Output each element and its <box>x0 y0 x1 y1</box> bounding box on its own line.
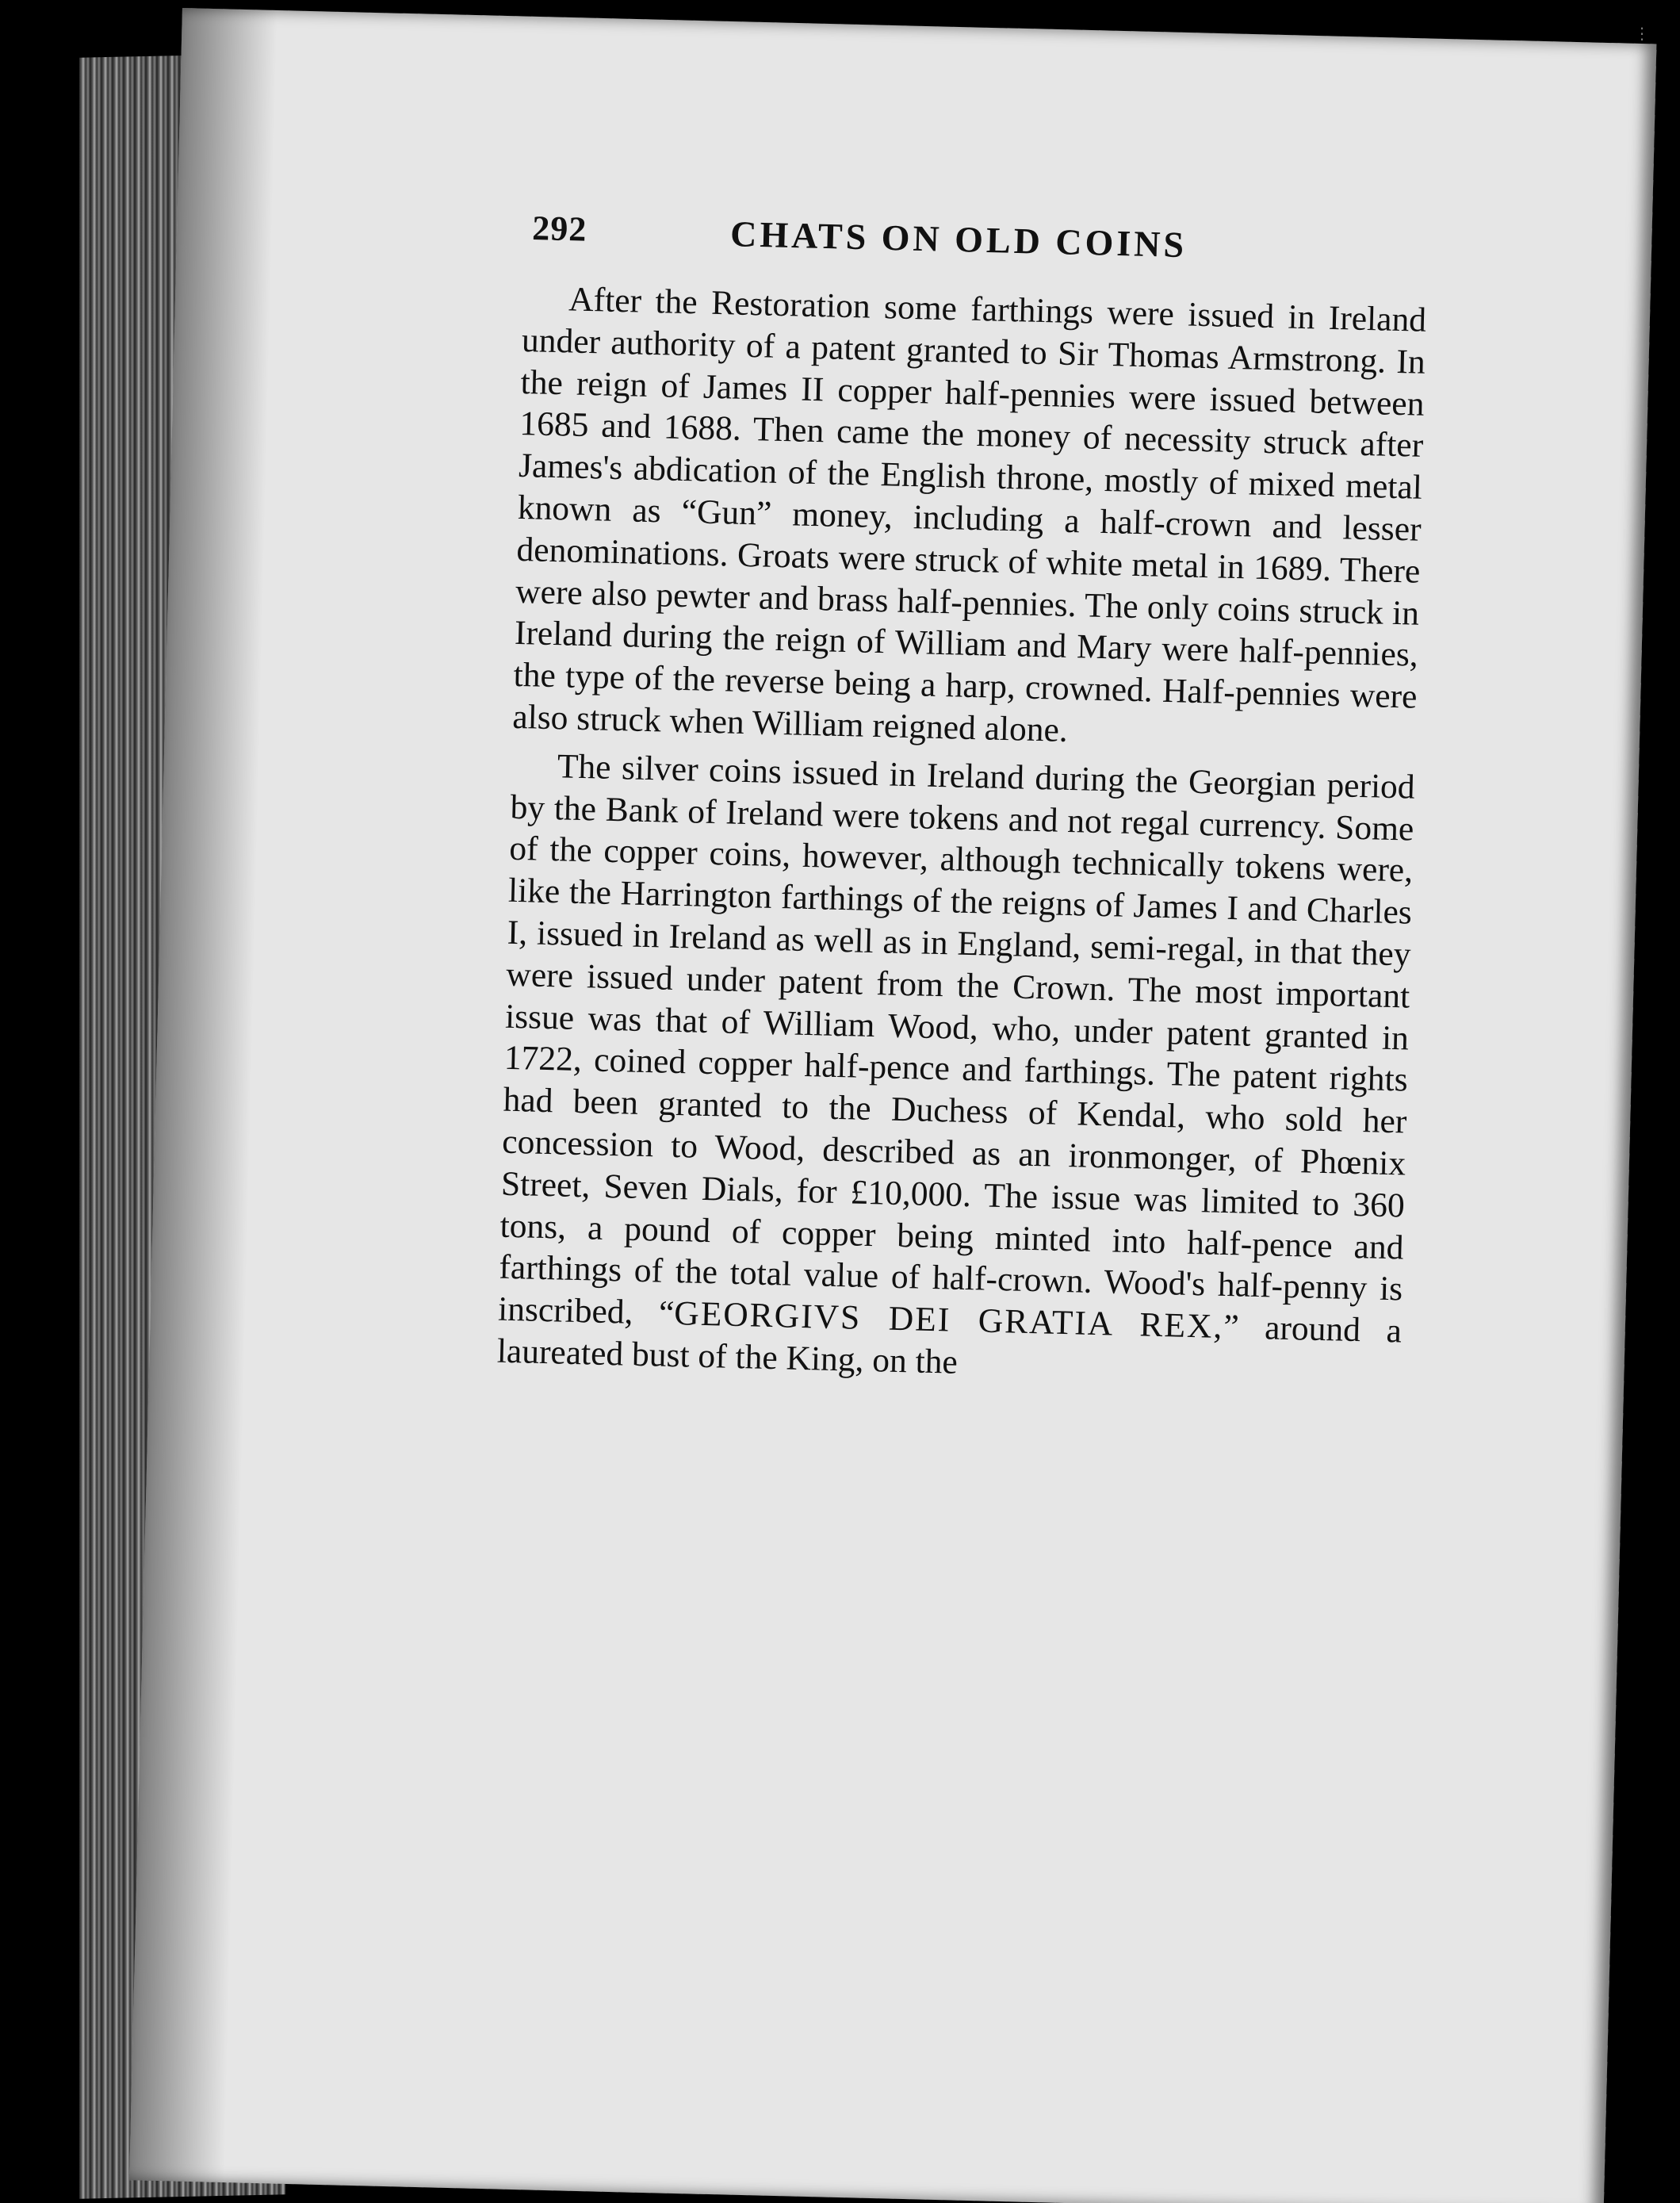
scan-artifact-dots: ⋮ <box>1634 24 1650 43</box>
paragraph-1: After the Restoration some farthings were issued in Ireland under authority of a patent granted to Sir Thomas Armstrong. In the reign of James II copper half-pennies were issued between 1685 and 1688. Then came the money of necessity struck after James's abdication of the English throne, mostly of mixed metal known as “Gun” money, including a half-crown and lesser denominations. Groats were struck of white metal in 1689. There were also pewter and brass half-pennies. The only coins struck in Ireland during the reign of William and Mary were half-pennies, the type of the reverse being a harp, crowned. Half-pennies were also struck when William reigned alone. <box>511 280 1427 749</box>
paragraph-2-text-end: ” around a laureated bust of the King, on the <box>496 1308 1403 1381</box>
coin-inscription: GEORGIVS DEI GRATIA REX, <box>673 1294 1224 1347</box>
page-number: 292 <box>531 208 587 249</box>
paragraph-2-text: The silver coins issued in Ireland during the Georgian period by the Bank of Ireland were tokens and not regal currency. Some of the copper coins, however, although technically tokens were, like the Harrington farthings of the reigns of James I and Charles I, issued in Ireland as well as in England, semi-regal, in that they were issued under patent from the Crown. The most important issue was that of William Wood, who, under patent granted in 1722, coined copper half-pence and farthings. The patent rights had been granted to the Duchess of Kendal, who sold her concession to Wood, described as an ironmonger, of Phœnix Street, Seven Dials, for £10,000. The issue was limited to 360 tons, a pound of copper being minted into half-pence and farthings of the total value of half-crown. Wood's half-penny is inscribed, “ <box>497 747 1416 1333</box>
body-text <box>496 278 1426 1394</box>
paragraph-2 <box>496 745 1415 1395</box>
running-title: CHATS ON OLD COINS <box>729 213 1188 266</box>
